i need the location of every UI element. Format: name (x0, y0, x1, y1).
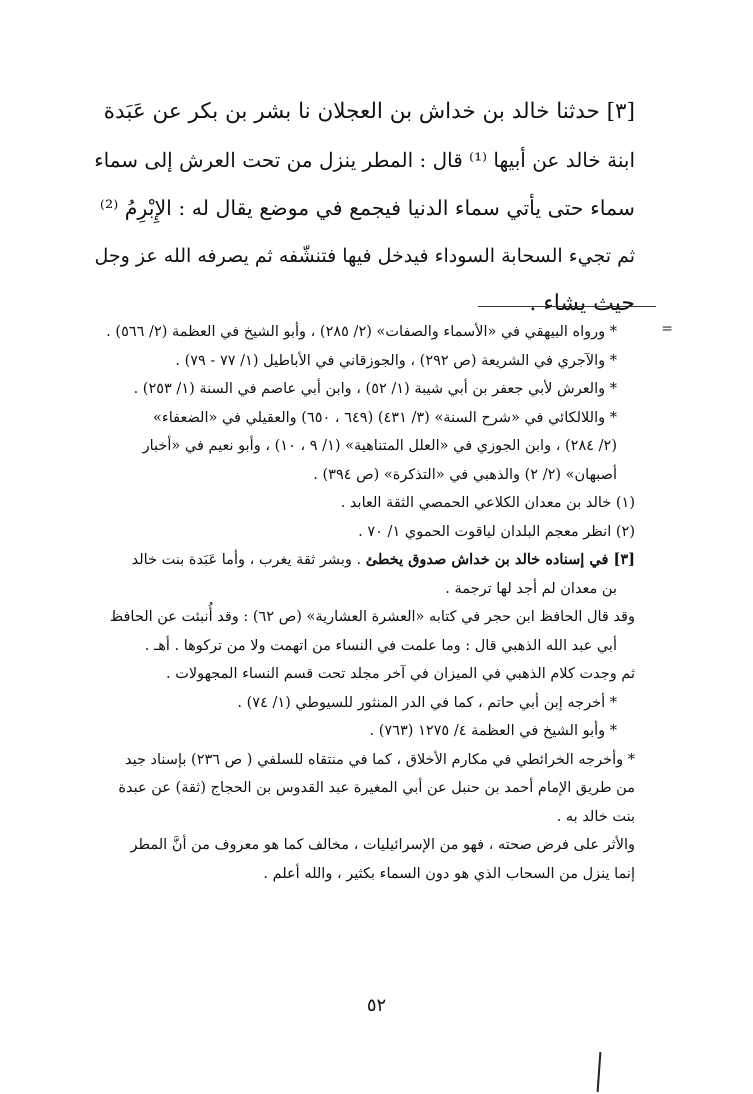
main-line: ابنة خالد عن أبيها ⁽¹⁾ قال : المطر ينزل من تحت العرش إلى سماء (94, 148, 635, 172)
note3-line: إنما ينزل من السحاب الذي هو دون السماء بكثير ، والله أعلم . (263, 865, 635, 882)
note3-line: من طريق الإمام أحمد بن حنبل عن أبي المغيرة عبد القدوس بن الحجاج (ثقة) عن عبدة (118, 780, 635, 796)
page-number: ٥٢ (366, 995, 387, 1016)
note3-line: * وأخرجه الخرائطي في مكارم الأخلاق ، كما في منتقاه للسلفي ( ص ٢٣٦) بإسناد جيد (125, 751, 635, 768)
note3-line: أبي عبد الله الذهبي قال : وما علمت في النساء من اتهمت ولا من تركوها . أهـ . (144, 637, 617, 654)
main-line: ثم تجيء السحابة السوداء فيدخل فيها فتنشّفه ثم يصرفه الله عز وجل (94, 245, 635, 267)
note-line: * والآجري في الشريعة (ص ٢٩٢) ، والجوزقاني في الأباطيل (١/ ٧٧ - ٧٩) . (175, 352, 617, 369)
note3-first-line (94, 546, 635, 575)
note3-line: بنت خالد به . (556, 808, 635, 825)
footnotes-area (94, 318, 635, 888)
footnote-2: (٢) انظر معجم البلدان لياقوت الحموي ١/ ٧٠ . (358, 523, 635, 540)
continuation-marker: = (661, 321, 673, 337)
main-line: [٣] حدثنا خالد بن خداش بن العجلان نا بشر بن بكر عن عَبَدة (103, 99, 635, 124)
scan-edge-mark (597, 1052, 602, 1092)
note3-line: والأثر على فرض صحته ، فهو من الإسرائيليات ، مخالف كما هو معروف من أنَّ المطر (130, 837, 635, 853)
note-line: أصبهان» (٢/ ٢) والذهبي في «التذكرة» (ص ٣٩٤) . (313, 466, 617, 483)
note3-line: * أخرجه إبن أبي حاتم ، كما في الدر المنثور للسيوطي (١/ ٧٤) . (237, 694, 617, 711)
footnote-1: (١) خالد بن معدان الكلاعي الحمصي الثقة العابد . (340, 495, 635, 511)
note-line: (٢/ ٢٨٤) ، وابن الجوزي في «العلل المتناهية» (١/ ٩ ، ١٠) ، وأبو نعيم في «أخبار (142, 438, 617, 454)
note3-text: . وبشر ثقة يغرب ، وأما عَبَدة بنت خالد (131, 552, 366, 568)
note-line: * والعرش لأبي جعفر بن أبي شيبة (١/ ٥٢) ، وابن أبي عاصم في السنة (١/ ٢٥٣) . (133, 381, 617, 397)
note3-line: بن معدان لم أجد لها ترجمة . (445, 580, 617, 597)
main-line: حيث يشاء . (529, 291, 635, 316)
note3-line: ثم وجدت كلام الذهبي في الميزان في آخر مجلد تحت قسم النساء المجهولات . (165, 666, 635, 682)
note-line: * واللالكائي في «شرح السنة» (٣/ ٤٣١) (٦٤٩ ، ٦٥٠) والعقيلي في «الضعفاء» (153, 409, 617, 426)
main-line: سماء حتى يأتي سماء الدنيا فيجمع في موضع يقال له : الإِبْرِمُ ⁽²⁾ (99, 196, 635, 220)
note3-line: وقد قال الحافظ ابن حجر في كتابه «العشرة العشارية» (ص ٦٢) : وقد أُنبئت عن الحافظ (109, 609, 635, 625)
main-text (94, 88, 635, 328)
note3-bold-text: [٣] في إسناده خالد بن خداش صدوق يخطئ (365, 551, 635, 568)
note3-line: * وأبو الشيخ في العظمة ٤/ ١٢٧٥ (٧٦٣) . (369, 723, 617, 739)
footnote-separator (478, 306, 656, 307)
note-line: * ورواه البيهقي في «الأسماء والصفات» (٢/ ٢٨٥) ، وأبو الشيخ في العظمة (٢/ ٥٦٦) . (106, 324, 617, 340)
